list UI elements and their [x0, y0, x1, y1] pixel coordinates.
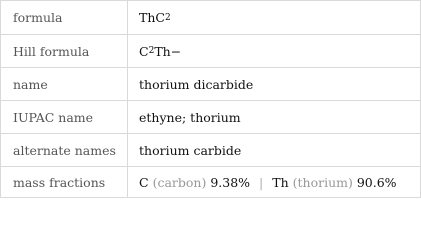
row-label: IUPAC name: [1, 101, 128, 133]
table-row: [1, 100, 420, 133]
thorium-symbol: Th: [272, 175, 289, 190]
table-row: [1, 67, 420, 100]
carbon-percent: 9.38%: [210, 175, 251, 190]
row-label: formula: [1, 1, 128, 34]
row-label: name: [1, 68, 128, 100]
name-value: thorium dicarbide: [139, 76, 254, 92]
row-label: mass fractions: [1, 167, 128, 198]
iupac-name-value: ethyne; thorium: [139, 109, 241, 125]
thorium-percent: 90.6%: [356, 175, 397, 190]
hill-formula-value: C 2 Th −: [139, 43, 182, 59]
hill-c: C: [139, 43, 149, 59]
alternate-names-value: thorium carbide: [139, 142, 242, 158]
carbon-name: (carbon): [152, 175, 207, 190]
table-row: [1, 166, 420, 198]
table-row: [1, 34, 420, 67]
separator: |: [259, 175, 264, 190]
row-label: Hill formula: [1, 35, 128, 67]
carbon-symbol: C: [139, 175, 149, 190]
formula-main: ThC: [139, 10, 165, 25]
thorium-name: (thorium): [292, 175, 353, 190]
hill-charge: −: [170, 43, 182, 59]
formula-value: ThC 2: [139, 10, 171, 25]
row-label: alternate names: [1, 134, 128, 166]
table-row: [1, 1, 420, 34]
mass-fractions-value: [129, 167, 420, 198]
hill-th: Th: [154, 43, 171, 59]
table-row: [1, 133, 420, 166]
